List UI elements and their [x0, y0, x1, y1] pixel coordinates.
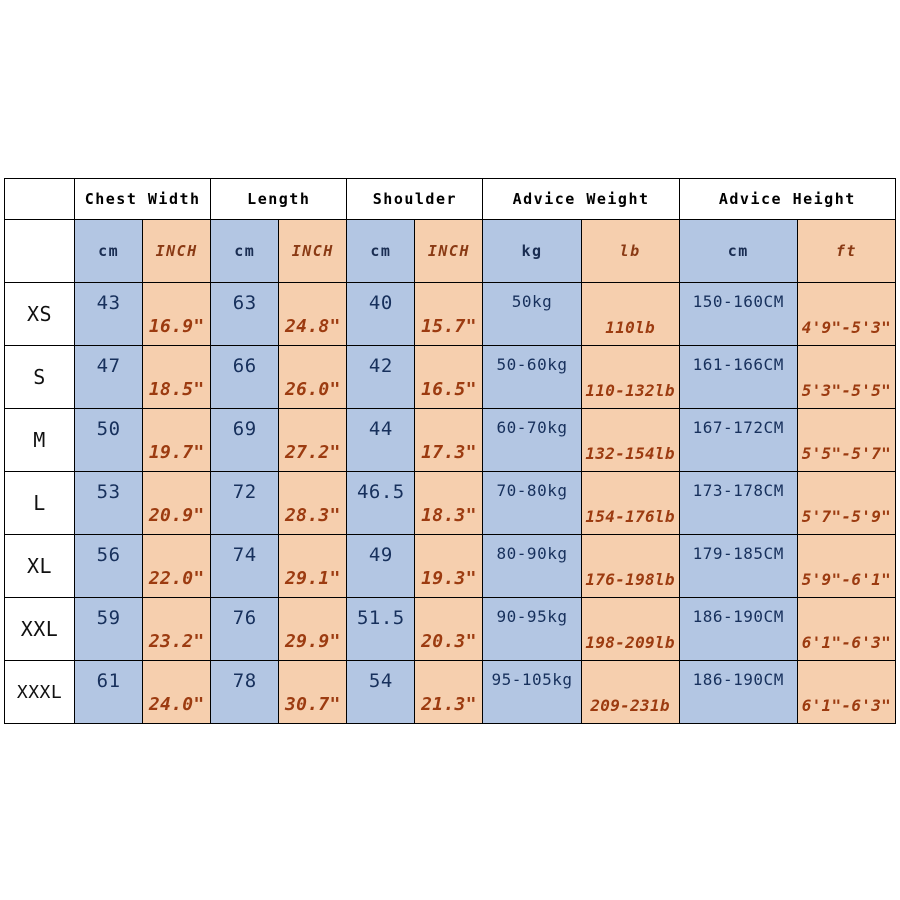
value-chest-cm: 61 [75, 661, 142, 723]
value-chest-inch: 24.0" [143, 661, 210, 723]
value-length-cm: 74 [211, 535, 278, 597]
cell-height-cm [679, 598, 797, 661]
cell-chest-inch [143, 598, 211, 661]
size-chart-container [4, 178, 896, 724]
value-weight-lb: 110lb [582, 283, 679, 345]
value-chest-cm: 53 [75, 472, 142, 534]
unit-inch: INCH [415, 220, 482, 282]
unit-cm: cm [75, 220, 142, 282]
cell-length-inch [279, 283, 347, 346]
cell-weight-lb [581, 598, 679, 661]
cell-shoulder-cm [347, 598, 415, 661]
value-weight-lb: 154-176lb [582, 472, 679, 534]
value-height-cm: 161-166CM [680, 346, 797, 408]
value-weight-lb: 198-209lb [582, 598, 679, 660]
value-shoulder-inch: 19.3" [415, 535, 482, 597]
value-chest-cm: 50 [75, 409, 142, 471]
unit-header-height-ft [797, 220, 895, 283]
table-row [5, 472, 896, 535]
unit-header-blank [5, 220, 75, 283]
unit-cm: cm [347, 220, 414, 282]
size-label: XL [5, 535, 74, 597]
value-weight-lb: 209-231b [582, 661, 679, 723]
value-weight-kg: 70-80kg [483, 472, 580, 534]
group-header-advice-height: Advice Height [679, 179, 895, 220]
cell-length-inch [279, 661, 347, 724]
unit-lb: lb [582, 220, 679, 282]
value-length-inch: 26.0" [279, 346, 346, 408]
cell-shoulder-inch [415, 472, 483, 535]
row-size-cell [5, 472, 75, 535]
cell-chest-cm [75, 535, 143, 598]
row-size-cell [5, 346, 75, 409]
group-header-blank [5, 179, 75, 220]
value-shoulder-inch: 21.3" [415, 661, 482, 723]
size-label: S [5, 346, 74, 408]
value-weight-kg: 50-60kg [483, 346, 580, 408]
value-height-cm: 179-185CM [680, 535, 797, 597]
cell-chest-cm [75, 283, 143, 346]
cell-height-cm [679, 472, 797, 535]
cell-length-cm [211, 661, 279, 724]
cell-shoulder-inch [415, 661, 483, 724]
value-height-cm: 173-178CM [680, 472, 797, 534]
cell-shoulder-cm [347, 661, 415, 724]
value-length-cm: 78 [211, 661, 278, 723]
cell-length-cm [211, 346, 279, 409]
size-label: M [5, 409, 74, 471]
cell-shoulder-cm [347, 283, 415, 346]
size-label: XS [5, 283, 74, 345]
value-length-inch: 30.7" [279, 661, 346, 723]
cell-weight-lb [581, 472, 679, 535]
unit-header-length-inch [279, 220, 347, 283]
table-row [5, 346, 896, 409]
cell-height-cm [679, 661, 797, 724]
cell-shoulder-inch [415, 283, 483, 346]
value-shoulder-cm: 42 [347, 346, 414, 408]
cell-shoulder-inch [415, 409, 483, 472]
cell-length-inch [279, 346, 347, 409]
value-chest-inch: 18.5" [143, 346, 210, 408]
cell-height-ft [797, 535, 895, 598]
group-header-chest-width: Chest Width [75, 179, 211, 220]
cell-height-ft [797, 283, 895, 346]
value-length-cm: 72 [211, 472, 278, 534]
unit-inch: INCH [279, 220, 346, 282]
cell-height-ft [797, 472, 895, 535]
row-size-cell [5, 535, 75, 598]
cell-chest-inch [143, 535, 211, 598]
row-size-cell [5, 661, 75, 724]
cell-shoulder-cm [347, 409, 415, 472]
unit-cm: cm [680, 220, 797, 282]
group-header-shoulder: Shoulder [347, 179, 483, 220]
value-height-ft: 5'9"-6'1" [798, 535, 895, 597]
cell-chest-inch [143, 346, 211, 409]
value-shoulder-cm: 49 [347, 535, 414, 597]
value-chest-inch: 23.2" [143, 598, 210, 660]
unit-inch: INCH [143, 220, 210, 282]
value-height-ft: 5'7"-5'9" [798, 472, 895, 534]
cell-length-cm [211, 472, 279, 535]
value-chest-cm: 43 [75, 283, 142, 345]
table-row [5, 598, 896, 661]
cell-height-cm [679, 409, 797, 472]
cell-shoulder-cm [347, 472, 415, 535]
table-row [5, 661, 896, 724]
value-length-inch: 27.2" [279, 409, 346, 471]
value-chest-inch: 20.9" [143, 472, 210, 534]
value-chest-inch: 19.7" [143, 409, 210, 471]
unit-header-chest-inch [143, 220, 211, 283]
unit-kg: kg [483, 220, 580, 282]
group-header-length: Length [211, 179, 347, 220]
cell-weight-kg [483, 472, 581, 535]
cell-weight-lb [581, 346, 679, 409]
cell-weight-kg [483, 409, 581, 472]
table-row [5, 409, 896, 472]
value-height-cm: 186-190CM [680, 661, 797, 723]
unit-header-shoulder-inch [415, 220, 483, 283]
cell-height-ft [797, 598, 895, 661]
group-header-row [5, 179, 896, 220]
value-weight-kg: 95-105kg [483, 661, 580, 723]
value-height-ft: 5'5"-5'7" [798, 409, 895, 471]
cell-chest-cm [75, 598, 143, 661]
value-weight-lb: 110-132lb [582, 346, 679, 408]
value-height-ft: 5'3"-5'5" [798, 346, 895, 408]
value-shoulder-inch: 16.5" [415, 346, 482, 408]
value-shoulder-inch: 17.3" [415, 409, 482, 471]
value-height-cm: 167-172CM [680, 409, 797, 471]
unit-header-length-cm [211, 220, 279, 283]
unit-header-row [5, 220, 896, 283]
cell-weight-kg [483, 598, 581, 661]
cell-chest-inch [143, 409, 211, 472]
row-size-cell [5, 409, 75, 472]
unit-header-chest-cm [75, 220, 143, 283]
value-length-cm: 76 [211, 598, 278, 660]
size-label: XXL [5, 598, 74, 660]
value-length-inch: 24.8" [279, 283, 346, 345]
cell-length-inch [279, 598, 347, 661]
size-label: XXXL [5, 661, 74, 723]
cell-length-cm [211, 598, 279, 661]
cell-length-cm [211, 409, 279, 472]
unit-cm: cm [211, 220, 278, 282]
table-row [5, 535, 896, 598]
unit-header-shoulder-cm [347, 220, 415, 283]
value-length-inch: 29.9" [279, 598, 346, 660]
cell-chest-cm [75, 409, 143, 472]
cell-shoulder-cm [347, 535, 415, 598]
value-weight-kg: 60-70kg [483, 409, 580, 471]
cell-weight-lb [581, 661, 679, 724]
cell-shoulder-inch [415, 598, 483, 661]
cell-length-inch [279, 535, 347, 598]
unit-header-weight-kg [483, 220, 581, 283]
cell-shoulder-inch [415, 346, 483, 409]
value-shoulder-inch: 20.3" [415, 598, 482, 660]
cell-length-cm [211, 283, 279, 346]
row-size-cell [5, 598, 75, 661]
value-length-cm: 63 [211, 283, 278, 345]
cell-weight-lb [581, 535, 679, 598]
cell-height-cm [679, 346, 797, 409]
cell-shoulder-inch [415, 535, 483, 598]
value-weight-kg: 80-90kg [483, 535, 580, 597]
unit-ft: ft [798, 220, 895, 282]
value-shoulder-cm: 44 [347, 409, 414, 471]
cell-weight-kg [483, 535, 581, 598]
cell-weight-lb [581, 283, 679, 346]
cell-height-cm [679, 283, 797, 346]
unit-header-height-cm [679, 220, 797, 283]
cell-chest-cm [75, 346, 143, 409]
cell-height-ft [797, 346, 895, 409]
value-height-cm: 186-190CM [680, 598, 797, 660]
value-height-ft: 4'9"-5'3" [798, 283, 895, 345]
value-weight-kg: 90-95kg [483, 598, 580, 660]
cell-length-inch [279, 472, 347, 535]
cell-weight-kg [483, 283, 581, 346]
table-row [5, 283, 896, 346]
size-label: L [5, 472, 74, 534]
value-length-inch: 28.3" [279, 472, 346, 534]
value-chest-cm: 59 [75, 598, 142, 660]
value-shoulder-inch: 15.7" [415, 283, 482, 345]
cell-weight-kg [483, 661, 581, 724]
cell-chest-cm [75, 472, 143, 535]
group-header-advice-weight: Advice Weight [483, 179, 679, 220]
value-shoulder-cm: 54 [347, 661, 414, 723]
value-height-ft: 6'1"-6'3" [798, 598, 895, 660]
cell-length-inch [279, 409, 347, 472]
value-weight-lb: 132-154lb [582, 409, 679, 471]
value-chest-cm: 47 [75, 346, 142, 408]
cell-height-ft [797, 661, 895, 724]
value-shoulder-cm: 51.5 [347, 598, 414, 660]
row-size-cell [5, 283, 75, 346]
value-chest-inch: 22.0" [143, 535, 210, 597]
value-height-ft: 6'1"-6'3" [798, 661, 895, 723]
value-shoulder-cm: 46.5 [347, 472, 414, 534]
cell-shoulder-cm [347, 346, 415, 409]
value-length-inch: 29.1" [279, 535, 346, 597]
value-height-cm: 150-160CM [680, 283, 797, 345]
cell-chest-inch [143, 472, 211, 535]
cell-chest-inch [143, 661, 211, 724]
value-weight-kg: 50kg [483, 283, 580, 345]
value-shoulder-cm: 40 [347, 283, 414, 345]
cell-chest-inch [143, 283, 211, 346]
value-length-cm: 69 [211, 409, 278, 471]
unit-header-weight-lb [581, 220, 679, 283]
value-shoulder-inch: 18.3" [415, 472, 482, 534]
unit-blank [5, 220, 74, 282]
cell-weight-lb [581, 409, 679, 472]
cell-chest-cm [75, 661, 143, 724]
value-chest-inch: 16.9" [143, 283, 210, 345]
cell-weight-kg [483, 346, 581, 409]
cell-height-cm [679, 535, 797, 598]
size-chart-table [4, 178, 896, 724]
value-chest-cm: 56 [75, 535, 142, 597]
cell-height-ft [797, 409, 895, 472]
cell-length-cm [211, 535, 279, 598]
value-length-cm: 66 [211, 346, 278, 408]
value-weight-lb: 176-198lb [582, 535, 679, 597]
